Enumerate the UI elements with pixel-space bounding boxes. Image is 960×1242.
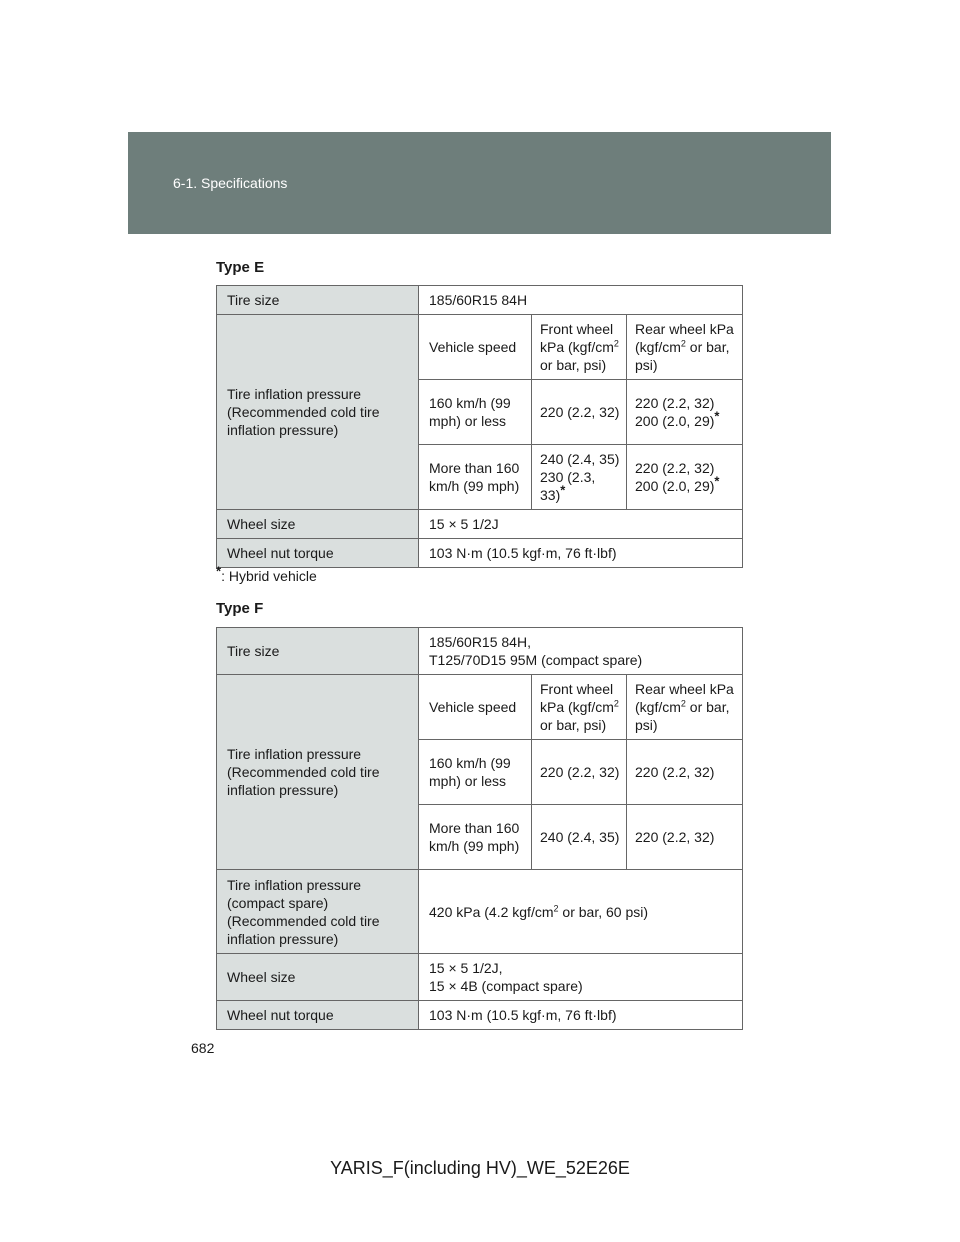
hybrid-footnote: *: Hybrid vehicle [216, 563, 317, 584]
wheel-nut-torque-value: 103 N·m (10.5 kgf·m, 76 ft·lbf) [419, 1001, 743, 1030]
document-footer: YARIS_F(including HV)_WE_52E26E [330, 1158, 630, 1178]
page-number: 682 [191, 1040, 215, 1056]
inflation-pressure-label: Tire inflation pressure (Recommended cold tire inflation pressure) [217, 315, 419, 510]
type-f-title: Type F [216, 600, 264, 617]
table-row [217, 1001, 743, 1030]
type-e-title: Type E [216, 259, 265, 276]
table-row [217, 539, 743, 568]
tire-size-value: 185/60R15 84H [419, 286, 743, 315]
front-pressure-cell: 240 (2.4, 35) [532, 805, 627, 870]
front-wheel-header: Front wheel kPa ($kgf/cm^2$ or bar, psi) [532, 315, 627, 380]
table-row [217, 675, 743, 740]
rear-wheel-header: Rear wheel kPa ($kgf/cm^2$ or bar, psi) [627, 315, 743, 380]
table-row [217, 628, 743, 675]
inflation-pressure-label: Tire inflation pressure (Recommended cold tire inflation pressure) [217, 675, 419, 870]
wheel-nut-torque-value: 103 N·m (10.5 kgf·m, 76 ft·lbf) [419, 539, 743, 568]
tire-size-label: Tire size [217, 628, 419, 675]
wheel-nut-torque-label: Wheel nut torque [217, 1001, 419, 1030]
speed-cell: More than 160 km/h (99 mph) [419, 805, 532, 870]
front-pressure-cell: 220 (2.2, 32) [532, 740, 627, 805]
type-e-table [216, 285, 743, 568]
spare-pressure-label: Tire inflation pressure (compact spare) (Recommended cold tire inflation pressure) [217, 870, 419, 954]
section-title: 6-1. Specifications [173, 175, 288, 191]
speed-cell: More than 160 km/h (99 mph) [419, 445, 532, 510]
rear-wheel-header: Rear wheel kPa ($kgf/cm^2$ or bar, psi) [627, 675, 743, 740]
speed-cell: 160 km/h (99 mph) or less [419, 380, 532, 445]
spare-pressure-value: 420 kPa (4.2 kgf/$cm^2$ or bar, 60 psi) [419, 870, 743, 954]
section-header [128, 132, 831, 234]
front-pressure-cell: 240 (2.4, 35) 230 (2.3, 33)* [532, 445, 627, 510]
rear-pressure-cell: 220 (2.2, 32) 200 (2.0, 29)* [627, 445, 743, 510]
front-wheel-header: Front wheel kPa ($kgf/cm^2$ or bar, psi) [532, 675, 627, 740]
front-pressure-cell: 220 (2.2, 32) [532, 380, 627, 445]
tire-size-label: Tire size [217, 286, 419, 315]
wheel-size-value: 15 × 5 1/2J [419, 510, 743, 539]
speed-cell: 160 km/h (99 mph) or less [419, 740, 532, 805]
vehicle-speed-header: Vehicle speed [419, 315, 532, 380]
rear-pressure-cell: 220 (2.2, 32) [627, 740, 743, 805]
tire-size-value: 185/60R15 84H, T125/70D15 95M (compact spare) [419, 628, 743, 675]
table-row [217, 510, 743, 539]
wheel-nut-torque-label: Wheel nut torque [217, 539, 419, 568]
rear-pressure-cell: 220 (2.2, 32) 200 (2.0, 29)* [627, 380, 743, 445]
table-row [217, 954, 743, 1001]
wheel-size-label: Wheel size [217, 954, 419, 1001]
table-row [217, 315, 743, 380]
rear-pressure-cell: 220 (2.2, 32) [627, 805, 743, 870]
table-row [217, 286, 743, 315]
type-f-table [216, 627, 743, 1030]
wheel-size-label: Wheel size [217, 510, 419, 539]
table-row [217, 870, 743, 954]
vehicle-speed-header: Vehicle speed [419, 675, 532, 740]
wheel-size-value: 15 × 5 1/2J, 15 × 4B (compact spare) [419, 954, 743, 1001]
